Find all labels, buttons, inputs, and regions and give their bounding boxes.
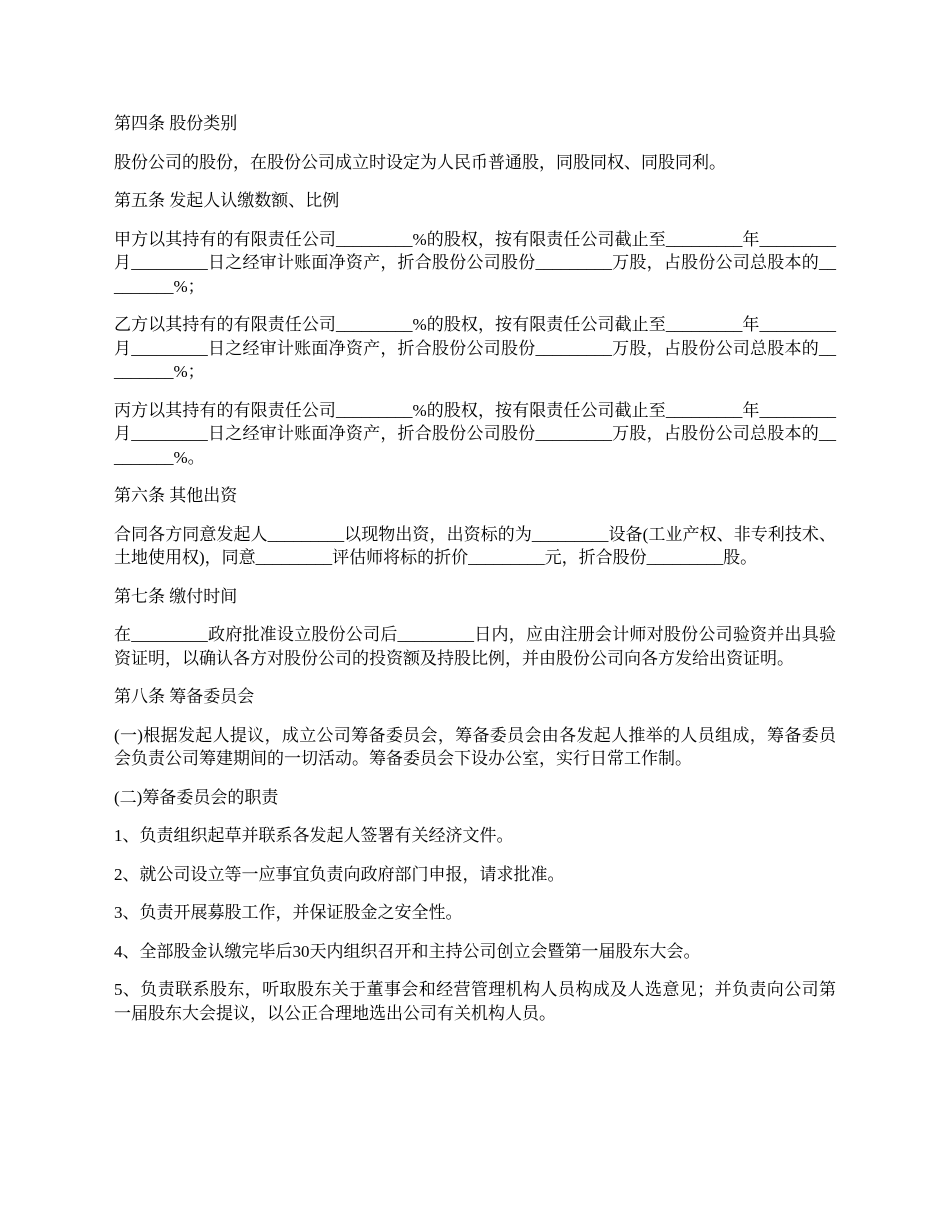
party-a-clause: 甲方以其持有的有限责任公司_________%的股权，按有限责任公司截止至_________年_________月_________日之经审计账面净资产，折合股份公司股份_________万股，占股份公司总股本的_________%； <box>114 229 836 296</box>
article-6-heading: 第六条 其他出资 <box>114 486 238 505</box>
duty-item-3: 3、负责开展募股工作，并保证股金之安全性。 <box>114 903 463 922</box>
party-b-clause: 乙方以其持有的有限责任公司_________%的股权，按有限责任公司截止至_________年_________月_________日之经审计账面净资产，折合股份公司股份_________万股，占股份公司总股本的_________%； <box>114 315 836 381</box>
document-body <box>114 112 836 1040</box>
article-6-text: 合同各方同意发起人_________以现物出资，出资标的为_________设备(工业产权、非专利技术、土地使用权)，同意_________评估师将标的折价_________元，折合股份_________股。 <box>114 524 836 567</box>
article-5-heading: 第五条 发起人认缴数额、比例 <box>114 191 340 210</box>
article-8-heading: 第八条 筹备委员会 <box>114 687 255 706</box>
article-8-section-1: (一)根据发起人提议，成立公司筹备委员会，筹备委员会由各发起人推举的人员组成，筹备委员会负责公司筹建期间的一切活动。筹备委员会下设办公室，实行日常工作制。 <box>114 725 836 768</box>
article-7-text: 在_________政府批准设立股份公司后_________日内，应由注册会计师对股份公司验资并出具验资证明，以确认各方对股份公司的投资额及持股比例，并由股份公司向各方发给出资证明。 <box>114 625 836 668</box>
duty-item-4: 4、全部股金认缴完毕后30天内组织召开和主持公司创立会暨第一届股东大会。 <box>114 941 701 961</box>
duty-item-5: 5、负责联系股东，听取股东关于董事会和经营管理机构人员构成及人选意见；并负责向公司第一届股东大会提议，以公正合理地选出公司有关机构人员。 <box>114 980 836 1023</box>
article-8-section-2-heading: (二)筹备委员会的职责 <box>114 787 279 807</box>
article-7-heading: 第七条 缴付时间 <box>114 586 238 606</box>
article-4-heading: 第四条 股份类别 <box>114 114 238 133</box>
duty-item-2: 2、就公司设立等一应事宜负责向政府部门申报，请求批准。 <box>114 864 565 884</box>
article-4-text: 股份公司的股份，在股份公司成立时设定为人民币普通股，同股同权、同股同利。 <box>114 152 726 172</box>
duty-item-1: 1、负责组织起草并联系各发起人签署有关经济文件。 <box>114 826 514 845</box>
party-c-clause: 丙方以其持有的有限责任公司_________%的股权，按有限责任公司截止至_________年_________月_________日之经审计账面净资产，折合股份公司股份_________万股，占股份公司总股本的_________%。 <box>114 400 836 467</box>
